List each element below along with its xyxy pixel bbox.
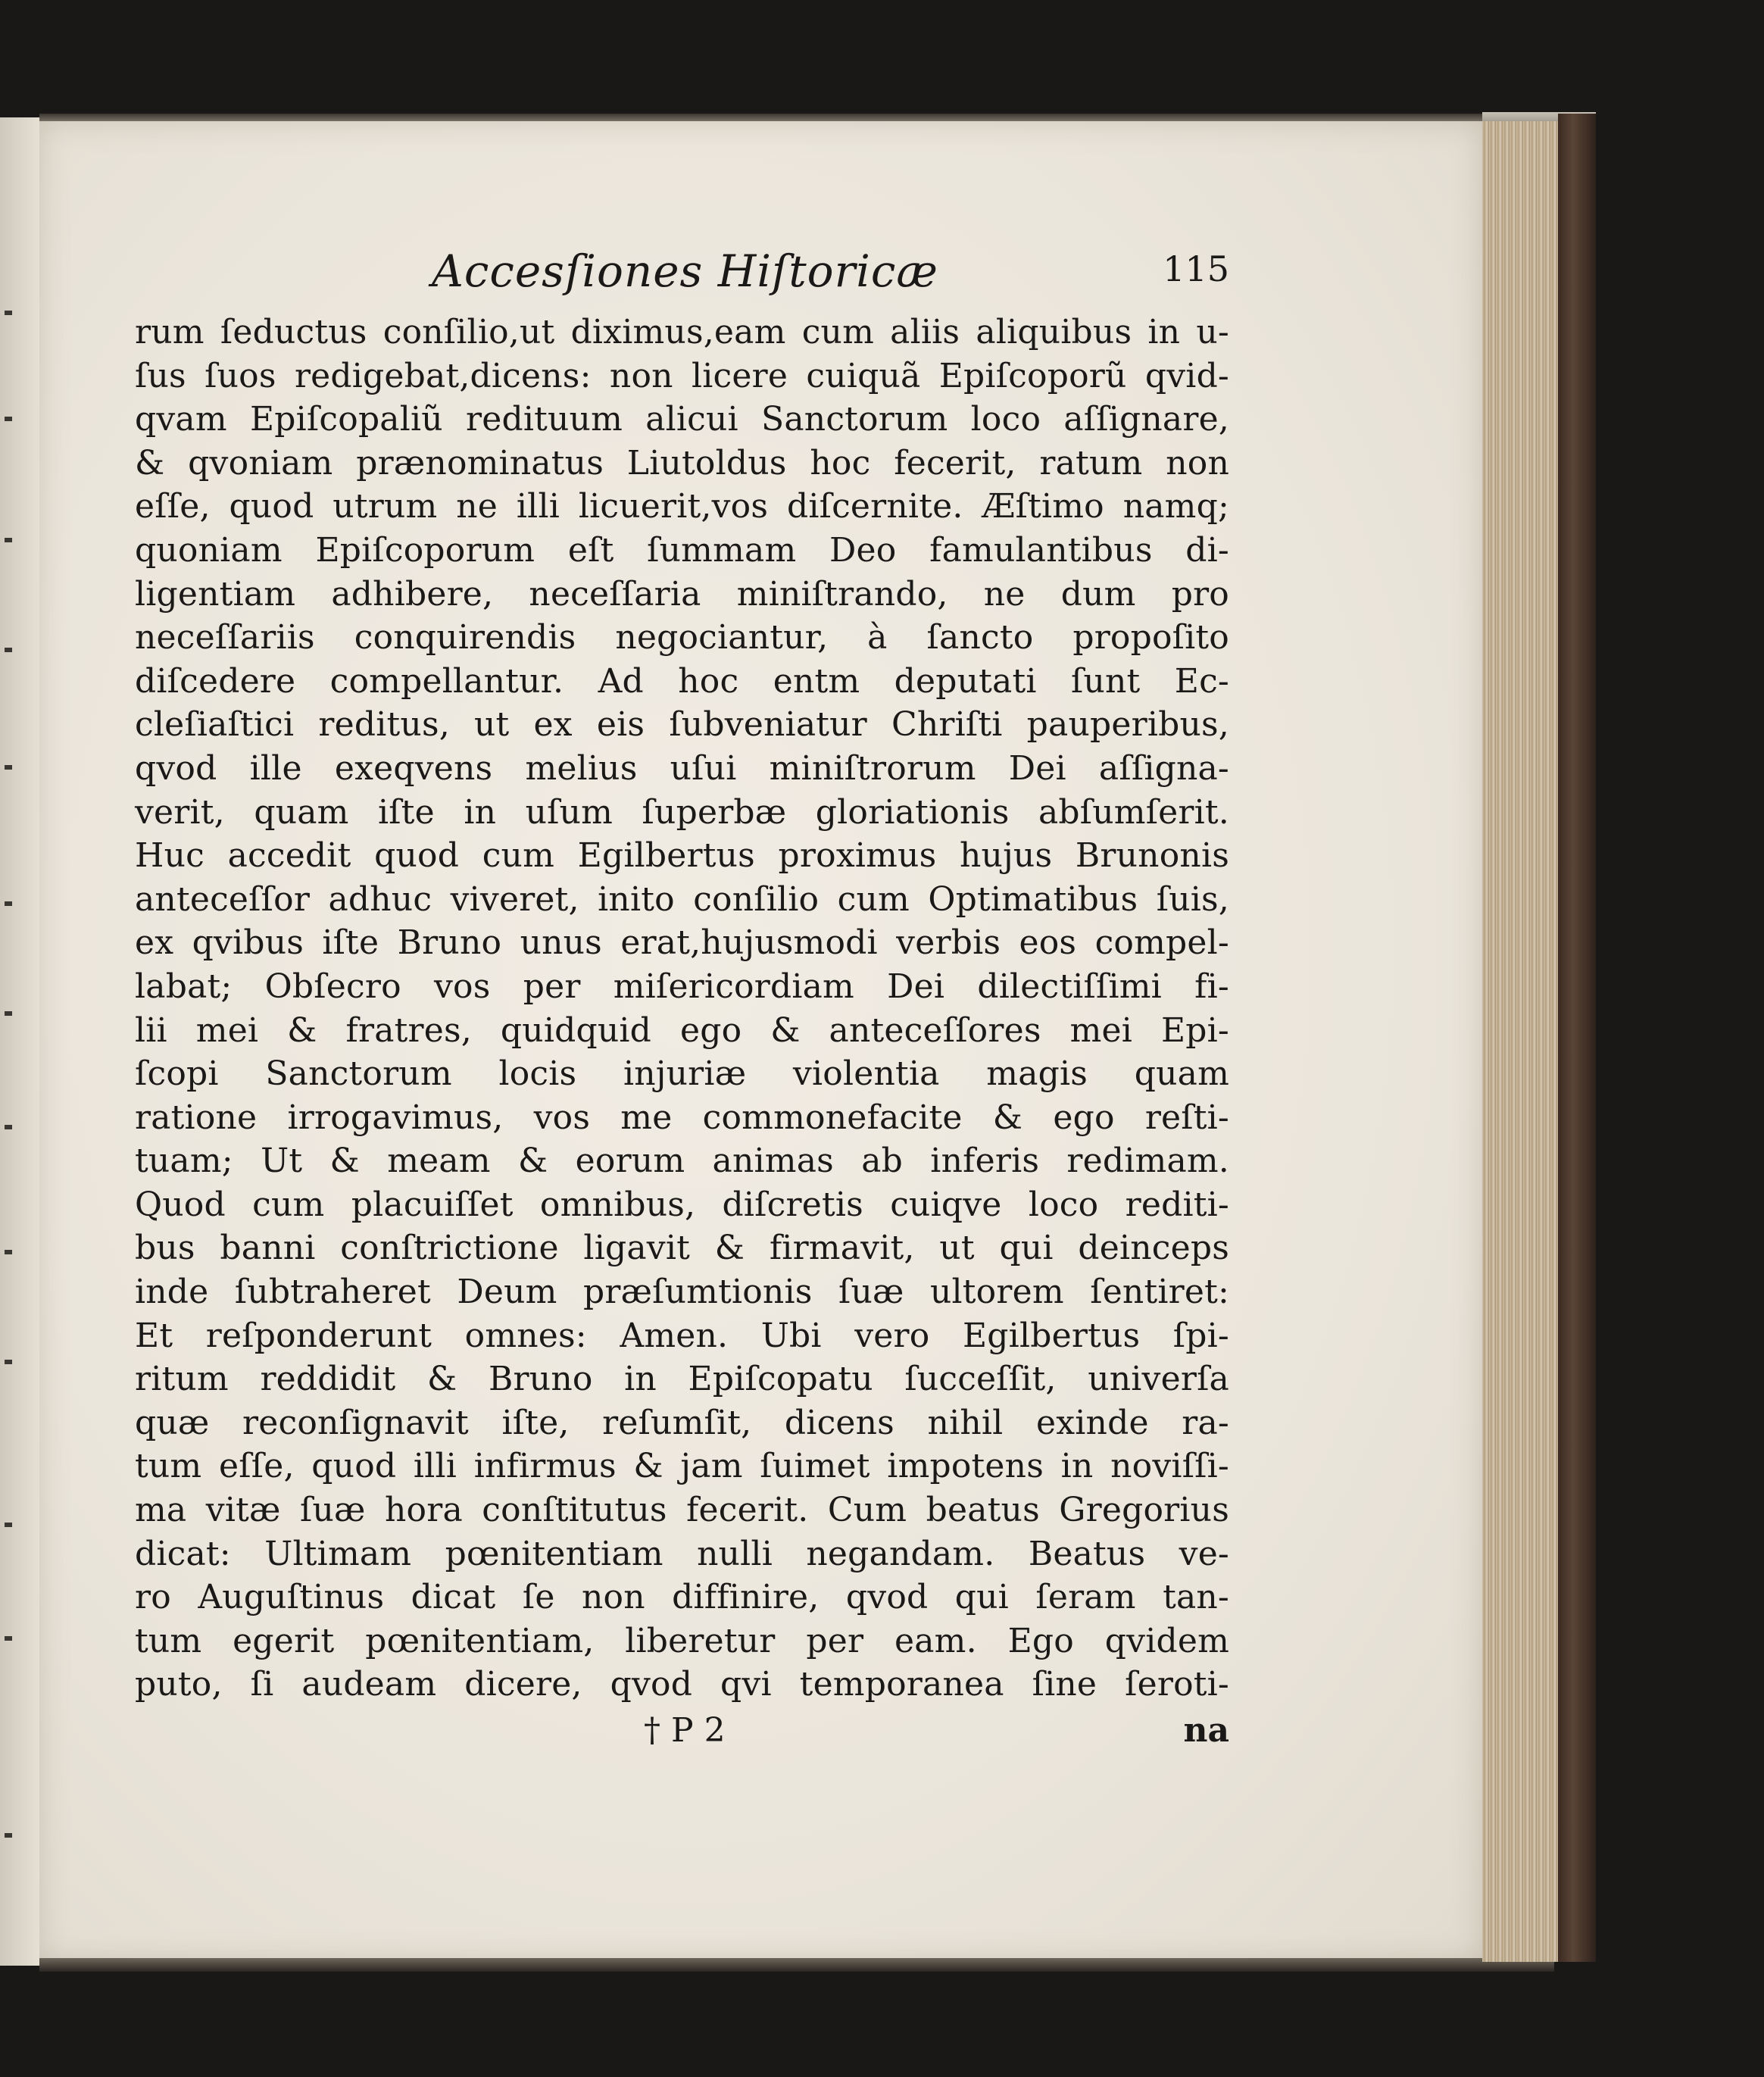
text-line: anteceſſor adhuc viveret, inito conſilio cum Optimatibus ſuis,: [135, 879, 1229, 919]
edge-mark: [5, 901, 12, 906]
body-text: [135, 311, 1229, 1707]
text-line: ritum reddidit & Bruno in Epiſcopatu ſucceſſit, univerſa: [135, 1360, 1229, 1399]
text-line: puto, ſi audeam dicere, qvod qvi temporanea ſine ſeroti-: [135, 1665, 1229, 1704]
running-head: Accesſiones Hiſtoricæ: [432, 245, 938, 297]
text-line: quoniam Epiſcoporum eſt ſummam Deo famulantibus di-: [135, 530, 1229, 570]
book-cover-edge: [1558, 114, 1596, 1962]
edge-mark: [5, 1250, 12, 1254]
edge-mark: [5, 311, 12, 315]
text-line: qvod ille exeqvens melius uſui miniſtrorum Dei aſſigna-: [135, 748, 1229, 788]
text-line: Et reſponderunt omnes: Amen. Ubi vero Egilbertus ſpi-: [135, 1316, 1229, 1355]
text-line: cleſiaſtici reditus, ut ex eis ſubveniatur Chriſti pauperibus,: [135, 705, 1229, 745]
text-line: inde ſubtraheret Deum præſumtionis ſuæ ultorem ſentiret:: [135, 1273, 1229, 1312]
text-line: ma vitæ ſuæ hora conſtitutus fecerit. Cum beatus Gregorius: [135, 1491, 1229, 1530]
text-line: verit, quam iſte in uſum ſuperbæ gloriationis abſumſerit.: [135, 792, 1229, 832]
text-block: [135, 241, 1229, 1758]
text-line: ratione irrogavimus, vos me commonefacite & ego reſti-: [135, 1098, 1229, 1137]
edge-mark: [5, 765, 12, 770]
text-line: Huc accedit quod cum Egilbertus proximus hujus Brunonis: [135, 836, 1229, 876]
page-bottom-edge: [39, 1958, 1554, 1972]
edge-mark: [5, 1523, 12, 1527]
text-line: rum ſeductus conſilio,ut diximus,eam cum aliis aliquibus in u-: [135, 313, 1229, 351]
text-line: Quod cum placuiſſet omnibus, diſcretis cuiqve loco rediti-: [135, 1185, 1229, 1224]
text-line: eſſe, quod utrum ne illi licuerit,vos diſcernite. Æſtimo namq;: [135, 487, 1229, 526]
text-line: tum eſſe, quod illi infirmus & jam ſuimet impotens in noviſſi-: [135, 1447, 1229, 1486]
text-line: ligentiam adhibere, neceſſaria miniſtrando, ne dum pro: [135, 574, 1229, 614]
page-header: [135, 241, 1229, 311]
page-footer: [135, 1708, 1229, 1758]
edge-mark: [5, 648, 12, 652]
edge-mark: [5, 1360, 12, 1364]
edge-mark: [5, 417, 12, 421]
text-line: ex qvibus iſte Bruno unus erat,hujusmodi verbis eos compel-: [135, 923, 1229, 963]
text-line: ro Auguſtinus dicat ſe non diffinire, qvod qui ſeram tan-: [135, 1578, 1229, 1617]
signature-mark: † P 2: [644, 1711, 726, 1750]
edge-mark: [5, 1011, 12, 1016]
text-line: bus banni conſtrictione ligavit & firmavit, ut qui deinceps: [135, 1229, 1229, 1268]
edge-mark: [5, 1636, 12, 1641]
text-line: neceſſariis conquirendis negociantur, à ſancto propoſito: [135, 618, 1229, 657]
text-line: tuam; Ut & meam & eorum animas ab inferis redimam.: [135, 1142, 1229, 1181]
text-line: ſcopi Sanctorum locis injuriæ violentia magis quam: [135, 1054, 1229, 1094]
text-line: ſus ſuos redigebat,dicens: non licere cuiquã Epiſcoporũ qvid-: [135, 356, 1229, 395]
edge-mark: [5, 1833, 12, 1838]
page-number: 115: [1163, 248, 1229, 289]
text-line: lii mei & fratres, quidquid ego & anteceſſores mei Epi-: [135, 1010, 1229, 1050]
text-line: dicat: Ultimam pœnitentiam nulli negandam. Beatus ve-: [135, 1534, 1229, 1573]
text-line: qvam Epiſcopaliũ redituum alicui Sanctorum loco aſſignare,: [135, 400, 1229, 439]
text-line: labat; Obſecro vos per miſericordiam Dei dilectiſſimi fi-: [135, 967, 1229, 1006]
edge-mark: [5, 538, 12, 542]
edge-mark: [5, 1125, 12, 1129]
left-page-edge: [0, 117, 39, 1966]
text-line: & qvoniam prænominatus Liutoldus hoc fecerit, ratum non: [135, 443, 1229, 483]
book-page-edges: [1482, 121, 1558, 1962]
text-line: tum egerit pœnitentiam, liberetur per eam. Ego qvidem: [135, 1621, 1229, 1660]
text-line: quæ reconſignavit iſte, reſumſit, dicens nihil exinde ra-: [135, 1403, 1229, 1442]
catchword: na: [1183, 1711, 1229, 1750]
text-line: diſcedere compellantur. Ad hoc entm deputati ſunt Ec-: [135, 661, 1229, 701]
